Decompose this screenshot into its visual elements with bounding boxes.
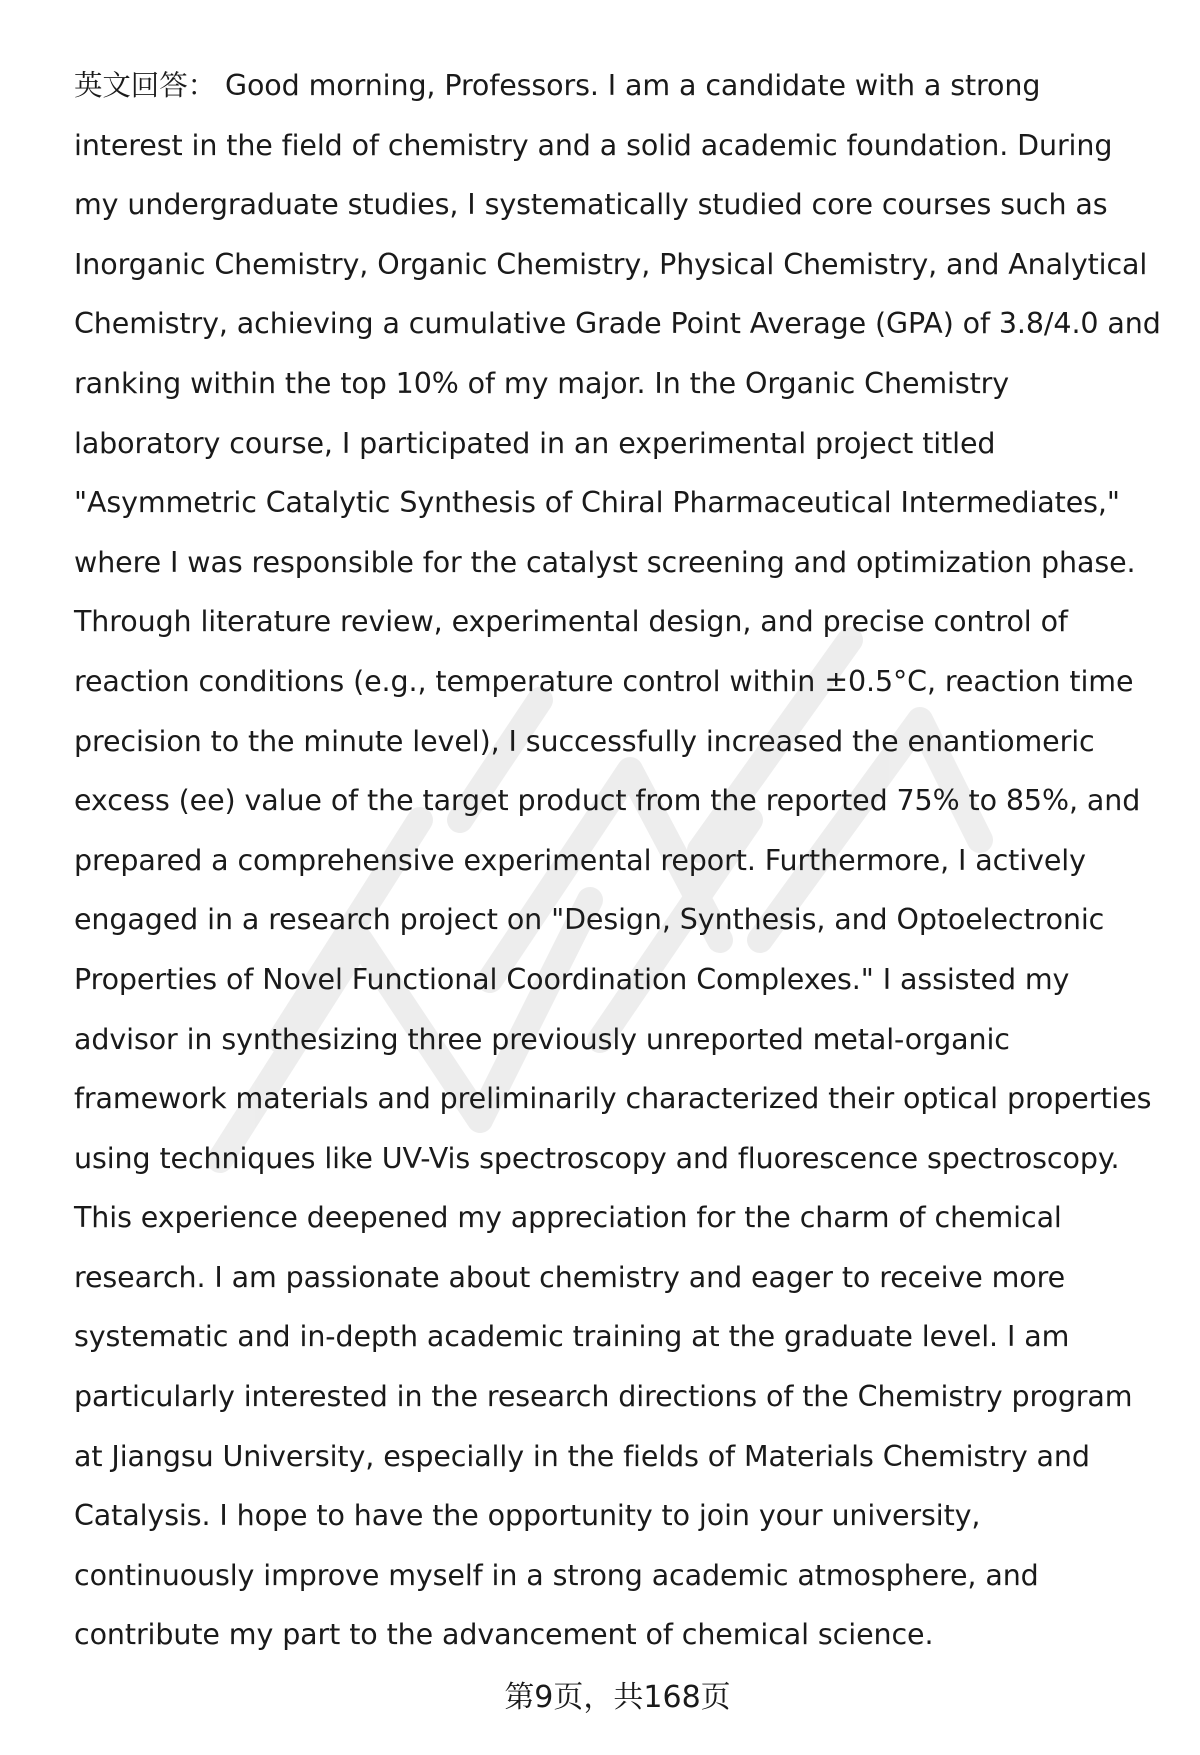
answer-paragraph: [74, 56, 1174, 1665]
answer-label: 英文回答：: [74, 69, 217, 102]
page-indicator: 第9页，共168页: [504, 1680, 731, 1715]
answer-text: Good morning, Professors. I am a candidate with a strong interest in the field of chemistry and a solid academic foundation. During my undergraduate studies, I systematically studied core courses such as Inorganic Chemistry, Organic Chemistry, Physical Chemistry, and Analytical Chemistry, achieving a cumulative Grade Point Average (GPA) of 3.8/4.0 and ranking within the top 10% of my major. In the Organic Chemistry laboratory course, I participated in an experimental project titled "Asymmetric Catalytic Synthesis of Chiral Pharmaceutical Intermediates," where I was responsible for the catalyst screening and optimization phase. Through literature review, experimental design, and precise control of reaction conditions (e.g., temperature control within ±0.5°C, reaction time precision to the minute level), I successfully increased the enantiomeric excess (ee) value of the target product from the reported 75% to 85%, and prepared a comprehensive experimental report. Furthermore, I actively engaged in a research project on "Design, Synthesis, and Optoelectronic Properties of Novel Functional Coordination Complexes." I assisted my advisor in synthesizing three previously unreported metal-organic framework materials and preliminarily characterized their optical properties using techniques like UV-Vis spectroscopy and fluorescence spectroscopy. This experience deepened my appreciation for the charm of chemical research. I am passionate about chemistry and eager to receive more systematic and in-depth academic training at the graduate level. I am particularly interested in the research directions of the Chemistry program at Jiangsu University, especially in the fields of Materials Chemistry and Catalysis. I hope to have the opportunity to join your university, continuously improve myself in a strong academic atmosphere, and contribute my part to the advancement of chemical science.: [74, 69, 1161, 1652]
